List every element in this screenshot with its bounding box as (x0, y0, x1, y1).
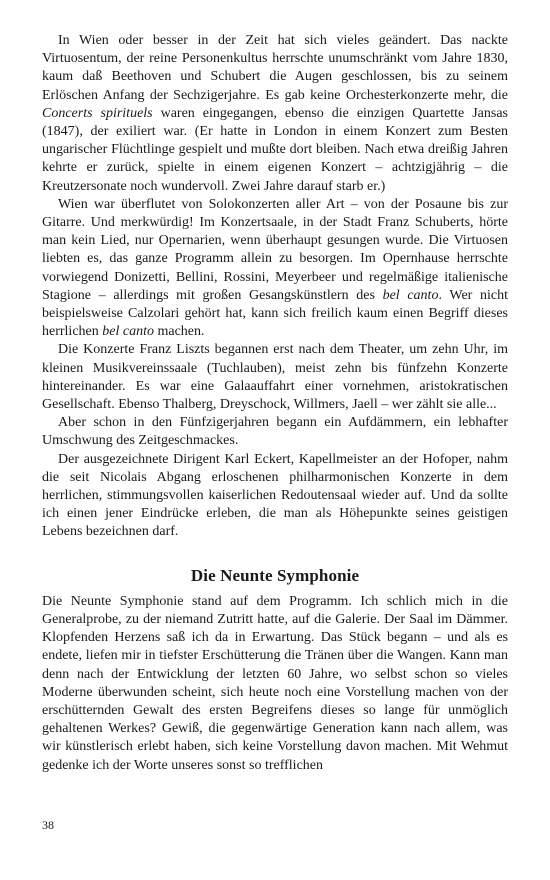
italic-term: Concerts spirituels (42, 105, 153, 121)
italic-term: bel canto (102, 324, 154, 340)
paragraph-umschwung: Aber schon in den Fünfzigerjahren begann ein Aufdämmern, ein lebhafter Umschwung des Zeitgeschmackes. (42, 415, 508, 449)
book-page (42, 32, 508, 775)
section-heading: Die Neunte Symphonie (190, 565, 360, 585)
paragraph-virtuosentum: In Wien oder besser in der Zeit hat sich vieles geändert. Das nackte Virtuosentum, der reine Personenkultus herrschte unumschränkt vom Jahre 1830, kaum daß Beethoven und Schubert die Augen geschlossen, bis zu seinem Erlöschen Anfang der Sechzigerjahre. Es gab keine Orchesterkonzerte mehr, die Concerts spirituels waren eingegangen, ebenso die einzigen Quartette Jansas (1847), der exiliert war. (Er hatte in London in einem Konzert zum Besten ungarischer Flüchtlinge gespielt und mußte dort bleiben. Nach etwa dreißig Jahren kehrte er zurück, spielte in einem eigenen Konzert – achtzigjährig – die Kreutzersonate noch wundervoll. Zwei Jahre darauf starb er.) (42, 33, 508, 194)
paragraph-liszt-konzerte: Die Konzerte Franz Liszts begannen erst nach dem Theater, um zehn Uhr, im kleinen Musikvereinssaale (Tuchlauben), meist zehn bis fünfzehn Konzerte hintereinander. Es war eine Galaauffahrt einer vornehmen, aristokratischen Gesellschaft. Ebenso Thalberg, Dreyschock, Willmers, Jaell – wer zählt sie alle... (42, 342, 508, 413)
paragraph-eckert: Der ausgezeichnete Dirigent Karl Eckert, Kapellmeister an der Hofoper, nahm die seit Nicolais Abgang erloschenen philharmonischen Konzerte in dem herrlichen, stimmungsvollen kaiserlichen Redoutensaal wieder auf. Und da sollte ich einen jener Eindrücke erleben, die man als Höhepunkte seines geistigen Lebens bezeichnen darf. (42, 451, 508, 540)
page-number: 38 (42, 818, 54, 832)
italic-term: bel canto (382, 287, 439, 303)
paragraph-neunte-symphonie: Die Neunte Symphonie stand auf dem Programm. Ich schlich mich in die Generalprobe, zu der niemand Zutritt hatte, auf die Galerie. Der Saal im Dämmer. Klopfenden Herzens saß ich da in Erwartung. Das Stück begann – und als es endete, liefen mir in tiefster Erschütterung die Tränen über die Wangen. Kann man denn nach der Entwicklung der letzten 60 Jahre, wo selbst schon so vieles Moderne überwunden scheint, sich heute noch eine Vorstellung machen von der erschütternden Gewalt des ersten Begreifens dieses so lange für unmöglich gehaltenen Werkes? Gewiß, die gegenwärtige Generation kann nach allem, was wir künstlerisch erlebt haben, sich keine Vorstellung davon machen. Mit Wehmut gedenke ich der Worte unseres sonst so trefflichen (42, 593, 508, 773)
paragraph-solokonzerte: Wien war überflutet von Solokonzerten aller Art – von der Posaune bis zur Gitarre. Und merkwürdig! Im Konzertsaale, in der Stadt Franz Schuberts, hörte man kein Lied, nur Opernarien, wenn überhaupt gesungen wurde. Die Virtuosen liebten es, das ganze Programm allein zu besorgen. Im Opernhause herrschte vorwiegend Donizetti, Bellini, Rossini, Meyerbeer und regelmäßige italienische Stagione – allerdings mit großen Gesangskünstlern des bel canto. Wer nicht beispielsweise Calzolari gehört hat, kann sich freilich kaum einen Begriff dieses herrlichen bel canto machen. (42, 196, 508, 340)
